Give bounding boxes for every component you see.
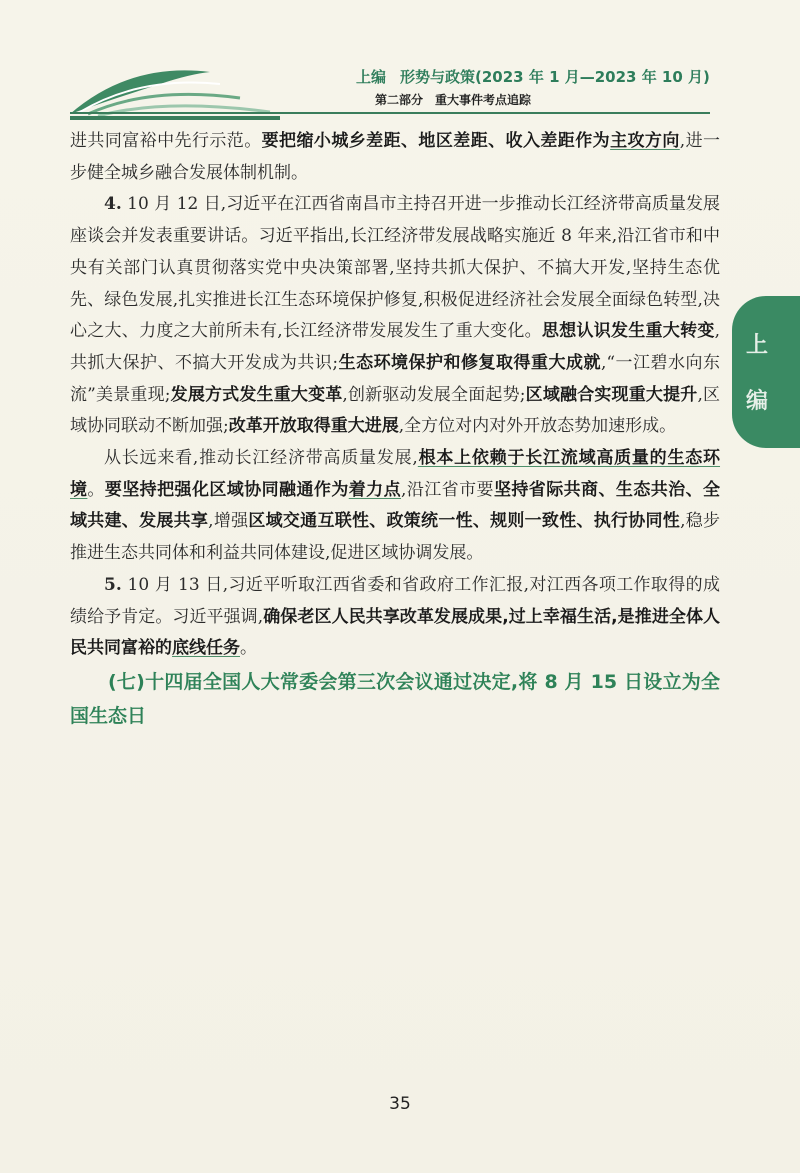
body-text: [70, 126, 720, 733]
header-rule: [70, 112, 710, 114]
header-section: 第二部分: [375, 93, 424, 107]
section-heading: (七)十四届全国人大常委会第三次会议通过决定,将 8 月 15 日设立为全国生态日: [70, 670, 720, 727]
paragraph-2: 4. 10 月 12 日,习近平在江西省南昌市主持召开进一步推动长江经济带高质量发展座谈会并发表重要讲话。习近平指出,长江经济带发展战略实施近 8 年来,沿江省市和中央有关部门认真贯彻落实党中央决策部署,坚持共抓大保护、不搞大开发,坚持生态优先、绿色发展,扎实推进长江生态环境保护修复,积极促进经济社会发展全面绿色转型,决心之大、力度之大前所未有,长江经济带发展发生了重大变化。思想认识发生重大转变,共抓大保护、不搞大开发成为共识;生态环境保护和修复取得重大成就,“一江碧水向东流”美景重现;发展方式发生重大变革,创新驱动发展全面起势;区域融合实现重大提升,区域协同联动不断加强;改革开放取得重大进展,全方位对内对外开放态势加速形成。: [70, 194, 721, 437]
side-tab-char-1: 上: [745, 333, 768, 358]
header-part: 上编: [356, 68, 387, 86]
header-subtitle: [375, 91, 531, 108]
header-title-text: 形势与政策(2023 年 1 月—2023 年 10 月): [400, 68, 710, 86]
page-number: 35: [389, 1094, 411, 1114]
paragraph-4: 5. 10 月 13 日,习近平听取江西省委和省政府工作汇报,对江西各项工作取得的成绩给予肯定。习近平强调,确保老区人民共享改革发展成果,过上幸福生活,是推进全体人民共同富裕的底线任务。: [70, 574, 721, 659]
side-tab: [732, 296, 800, 448]
header-section-title: 重大事件考点追踪: [435, 93, 532, 107]
paragraph-3: 从长远来看,推动长江经济带高质量发展,根本上依赖于长江流域高质量的生态环境。要坚持把强化区域协同融通作为着力点,沿江省市要坚持省际共商、生态共治、全域共建、发展共享,增强区域交通互联性、政策统一性、规则一致性、执行协同性,稳步推进生态共同体和利益共同体建设,促进区域协调发展。: [70, 448, 721, 564]
header-title: [356, 66, 710, 87]
side-tab-char-2: 编: [745, 389, 768, 414]
paragraph-1: 进共同富裕中先行示范。要把缩小城乡差距、地区差距、收入差距作为主攻方向,进一步健全城乡融合发展体制机制。: [70, 131, 721, 183]
